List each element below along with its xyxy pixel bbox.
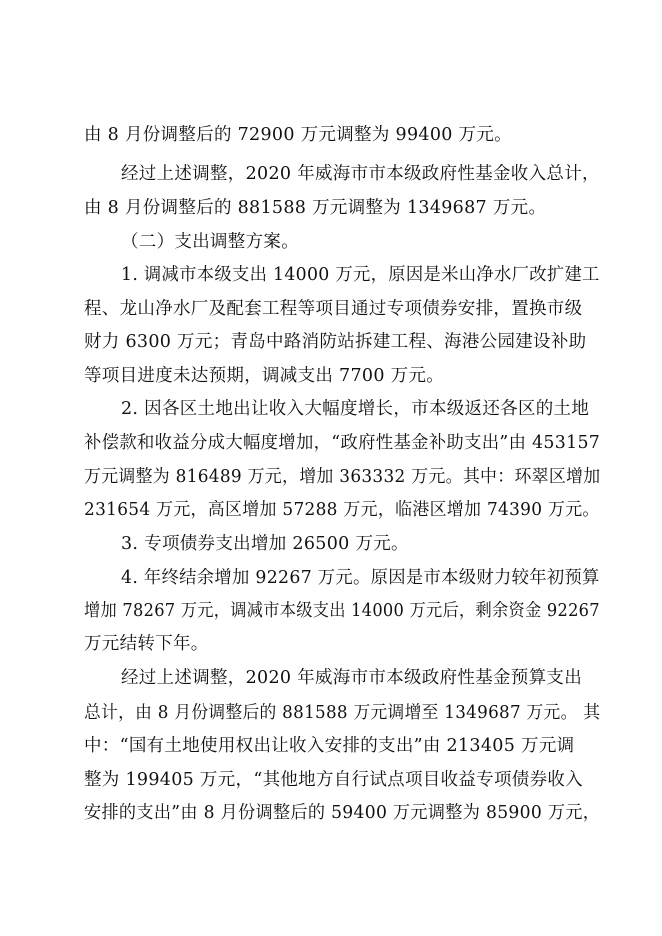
section-heading: （二）支出调整方案。 — [121, 232, 299, 252]
text-line: 等项目进度未达预期，调减支出 7700 万元。 — [84, 366, 445, 386]
text-line: 1. 调减市本级支出 14000 万元，原因是米山净水厂改扩建工 — [121, 265, 600, 285]
text-line: 安排的支出”由 8 月份调整后的 59400 万元调整为 85900 万元， — [84, 803, 601, 823]
text-line: 中：“国有土地使用权出让收入安排的支出”由 213405 万元调 — [84, 736, 575, 756]
text-line: 4. 年终结余增加 92267 万元。原因是市本级财力较年初预算 — [121, 568, 600, 588]
text-line: 由 8 月份调整后的 72900 万元调整为 99400 万元。 — [84, 125, 512, 145]
text-line: 经过上述调整，2020 年威海市市本级政府性基金预算支出 — [121, 668, 582, 688]
text-line: 经过上述调整，2020 年威海市市本级政府性基金收入总计， — [121, 164, 600, 184]
text-line: 整为 199405 万元，“其他地方自行试点项目收益专项债券收入 — [84, 770, 583, 790]
text-line: 程、龙山净水厂及配套工程等项目通过专项债券安排，置换市级 — [84, 299, 583, 319]
text-line: 万元结转下年。 — [84, 634, 209, 654]
text-line: 补偿款和收益分成大幅度增加，“政府性基金补助支出”由 453157 — [84, 433, 601, 453]
text-line: 万元调整为 816489 万元，增加 363332 万元。其中：环翠区增加 — [84, 467, 601, 487]
text-line: 增加 78267 万元，调减市本级支出 14000 万元后，剩余资金 92267 — [84, 601, 600, 621]
text-line: 3. 专项债券支出增加 26500 万元。 — [121, 534, 409, 554]
text-line: 由 8 月份调整后的 881588 万元调整为 1349687 万元。 — [84, 198, 547, 218]
text-line: 财力 6300 万元；青岛中路消防站拆建工程、海港公园建设补助 — [84, 332, 587, 352]
text-line: 总计，由 8 月份调整后的 881588 万元调增至 1349687 万元。 其 — [84, 703, 601, 723]
text-line: 231654 万元，高区增加 57288 万元，临港区增加 74390 万元。 — [84, 500, 600, 520]
text-line: 2. 因各区土地出让收入大幅度增长，市本级返还各区的土地 — [121, 399, 590, 419]
